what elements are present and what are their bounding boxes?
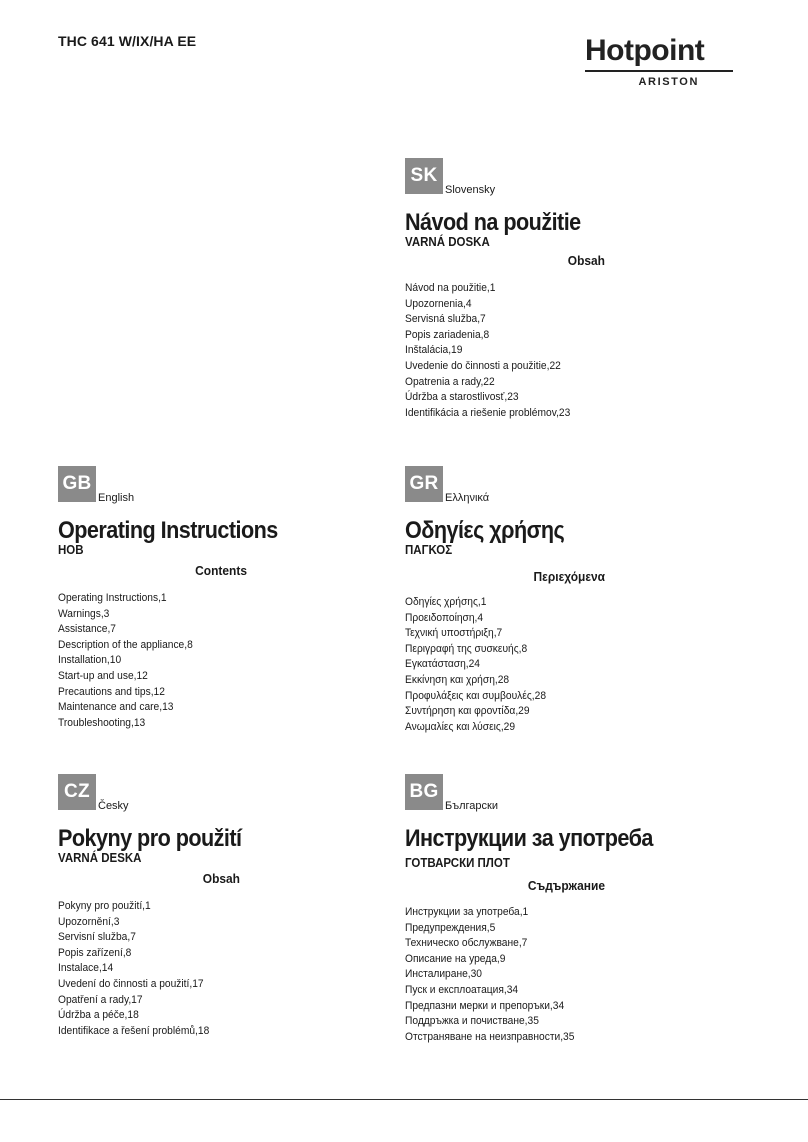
toc-item: Pokyny pro použití,1 <box>58 900 151 912</box>
toc-item: Отстраняване на неизправности,35 <box>405 1030 575 1043</box>
language-header <box>405 772 745 810</box>
toc-item: Предупреждения,5 <box>405 921 496 934</box>
toc-item: Identifikácia a riešenie problémov,23 <box>405 406 571 419</box>
section-subtitle: HOB <box>58 543 84 557</box>
toc-item: Start-up and use,12 <box>58 669 148 682</box>
language-header <box>405 156 745 194</box>
language-code-badge: GR <box>405 466 443 502</box>
toc-item: Návod na použitie,1 <box>405 282 496 294</box>
footer-divider <box>0 1099 808 1100</box>
toc-item: Inštalácia,19 <box>405 344 463 357</box>
toc-item: Οδηγίες χρήσης,1 <box>405 596 487 608</box>
toc-item: Warnings,3 <box>58 607 110 620</box>
section-title: Инструкции за употреба <box>405 825 653 852</box>
toc-item: Техническо обслужване,7 <box>405 937 528 950</box>
section-gb <box>58 464 398 731</box>
language-name: English <box>98 492 135 504</box>
language-name: Česky <box>98 800 129 812</box>
toc-item: Servisní služba,7 <box>58 931 136 944</box>
language-name: Ελληνικά <box>445 492 490 504</box>
toc-item: Údržba a starostlivosť,23 <box>405 391 519 404</box>
contents-heading: Obsah <box>202 871 240 886</box>
section-subtitle: ΠΑΓΚΟΣ <box>405 543 453 557</box>
language-code-badge: BG <box>405 774 443 810</box>
brand-name: Hotpoint <box>585 34 705 67</box>
toc-item: Opatření a rady,17 <box>58 993 143 1006</box>
toc-item: Uvedení do činnosti a použití,17 <box>58 977 204 990</box>
toc-item: Identifikace a řešení problémů,18 <box>58 1024 210 1037</box>
toc-item: Popis zařízení,8 <box>58 946 132 959</box>
model-number: THC 641 W/IX/HA EE <box>58 33 197 49</box>
section-cz <box>58 772 398 1039</box>
toc-item: Инсталиране,30 <box>405 968 483 981</box>
toc-item: Operating Instructions,1 <box>58 592 167 604</box>
section-title: Návod na použitie <box>405 209 581 236</box>
table-of-contents <box>58 591 398 731</box>
toc-item: Предпазни мерки и препоръки,34 <box>405 999 565 1012</box>
toc-item: Maintenance and care,13 <box>58 701 174 714</box>
toc-item: Προειδοποίηση,4 <box>405 611 484 624</box>
language-header <box>58 772 398 810</box>
logo-divider <box>585 70 733 72</box>
toc-item: Description of the appliance,8 <box>58 638 193 651</box>
toc-item: Описание на уреда,9 <box>405 952 506 965</box>
toc-item: Upozornenia,4 <box>405 297 472 310</box>
toc-item: Инструкции за употреба,1 <box>405 906 529 918</box>
toc-item: Περιγραφή της συσκευής,8 <box>405 642 528 655</box>
contents-heading: Obsah <box>567 253 605 268</box>
language-code-badge: SK <box>405 158 443 194</box>
section-subtitle: VARNÁ DOSKA <box>405 235 490 249</box>
section-subtitle: VARNÁ DESKA <box>58 851 142 865</box>
toc-item: Συντήρηση και φροντίδα,29 <box>405 705 530 718</box>
section-sk <box>405 156 745 421</box>
toc-item: Τεχνική υποστήριξη,7 <box>405 627 503 640</box>
section-title: Operating Instructions <box>58 517 278 544</box>
toc-item: Troubleshooting,13 <box>58 716 146 729</box>
language-name: Български <box>445 800 498 812</box>
sub-brand-name: ARISTON <box>638 76 699 88</box>
toc-item: Пуск и експлоатация,34 <box>405 983 519 996</box>
toc-item: Προφυλάξεις και συμβουλές,28 <box>405 689 547 702</box>
contents-heading: Contents <box>195 563 247 578</box>
language-header <box>58 464 398 502</box>
toc-item: Assistance,7 <box>58 623 117 636</box>
language-name: Slovensky <box>445 184 496 196</box>
section-gr <box>405 464 745 735</box>
language-code-badge: CZ <box>58 774 96 810</box>
table-of-contents <box>405 281 745 421</box>
contents-heading: Съдържание <box>527 878 605 893</box>
table-of-contents <box>405 595 745 735</box>
toc-item: Upozornění,3 <box>58 915 120 928</box>
toc-item: Precautions and tips,12 <box>58 685 165 698</box>
toc-item: Opatrenia a rady,22 <box>405 375 495 388</box>
toc-item: Popis zariadenia,8 <box>405 328 490 341</box>
toc-item: Εγκατάσταση,24 <box>405 658 481 671</box>
toc-item: Údržba a péče,18 <box>58 1009 139 1022</box>
section-title: Pokyny pro použití <box>58 825 242 852</box>
toc-item: Servisná služba,7 <box>405 313 486 326</box>
section-title: Οδηγίες χρήσης <box>405 517 565 544</box>
language-code-badge: GB <box>58 466 96 502</box>
toc-item: Ανωμαλίες και λύσεις,29 <box>405 720 516 733</box>
section-bg <box>405 772 745 1045</box>
toc-item: Поддръжка и почистване,35 <box>405 1015 539 1028</box>
brand-logo <box>585 33 735 88</box>
toc-item: Uvedenie do činnosti a použitie,22 <box>405 359 561 372</box>
toc-item: Εκκίνηση και χρήση,28 <box>405 673 510 686</box>
language-header <box>405 464 745 502</box>
section-subtitle: ГОТВАРСКИ ПЛОТ <box>405 856 510 870</box>
toc-item: Installation,10 <box>58 654 122 667</box>
table-of-contents <box>405 905 745 1045</box>
contents-heading: Περιεχόμενα <box>533 569 605 584</box>
toc-item: Instalace,14 <box>58 962 114 975</box>
table-of-contents <box>58 899 398 1039</box>
